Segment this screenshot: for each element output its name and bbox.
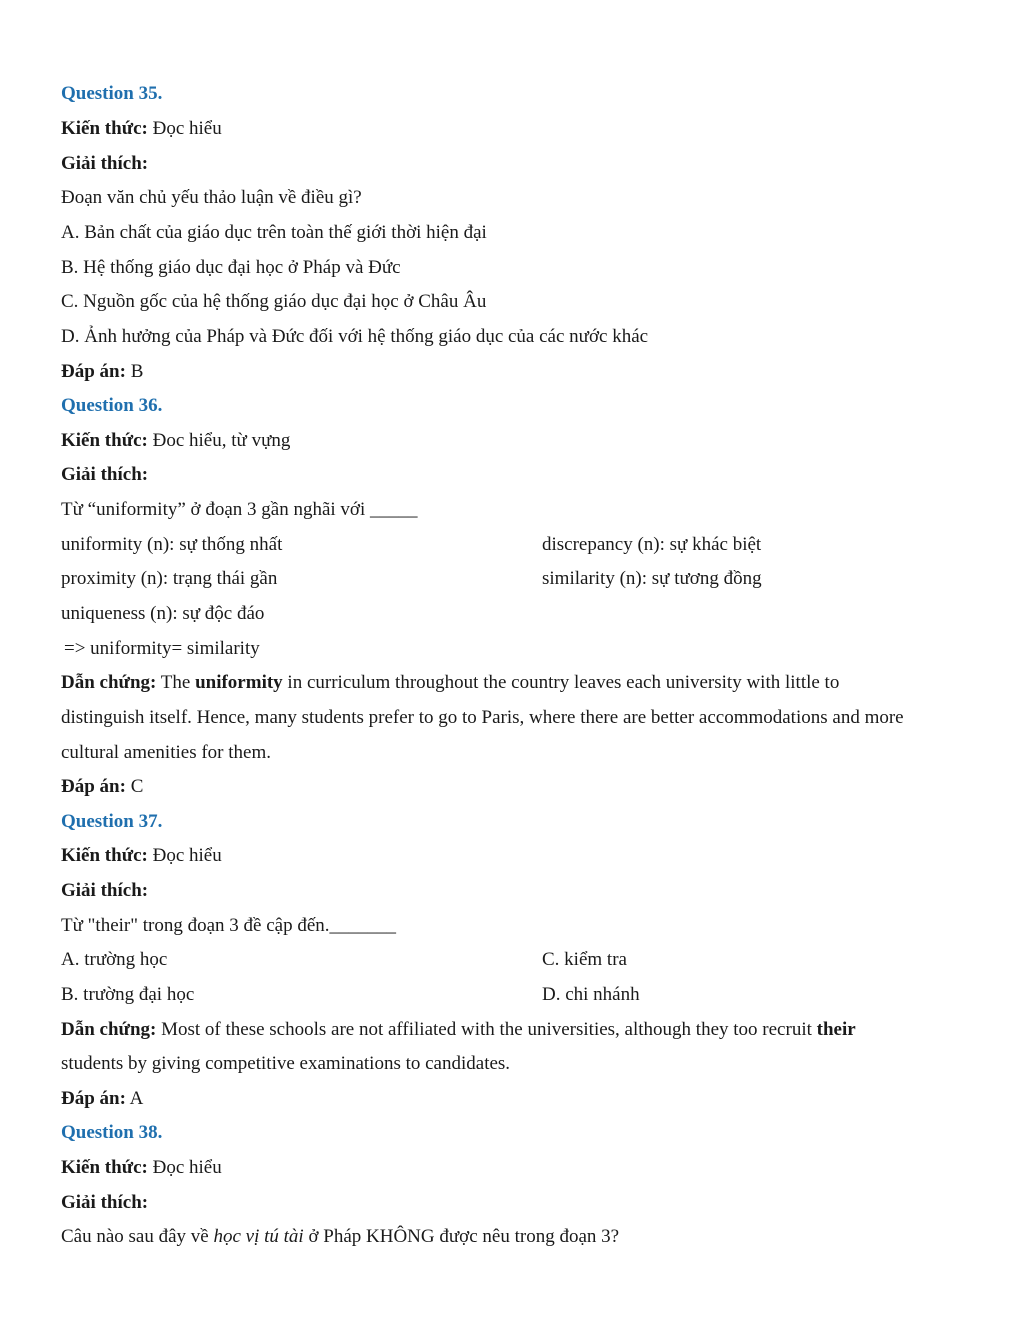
question-36-title: Question 36. [61,395,163,416]
q35-answer: Đáp án: B [61,361,144,382]
q37-evidence-line-1: Dẫn chứng: Most of these schools are not affiliated with the universities, although they too recruit their [61,1019,856,1040]
q37-option-a: A. trường học [61,949,168,970]
q36-evidence-line-2: distinguish itself. Hence, many students prefer to go to Paris, where there are better accommodations and more [61,707,904,728]
q36-explanation-label: Giải thích: [61,464,149,485]
q35-option-b: B. Hệ thống giáo dục đại học ở Pháp và Đức [61,257,401,278]
q35-knowledge: Kiến thức: Đọc hiểu [61,118,222,139]
q36-knowledge: Kiến thức: Đoc hiểu, từ vựng [61,430,291,451]
q36-vocab-uniformity: uniformity (n): sự thống nhất [61,534,283,555]
q35-option-d: D. Ảnh hưởng của Pháp và Đức đối với hệ thống giáo dục của các nước khác [61,326,649,347]
q37-option-b: B. trường đại học [61,984,195,1005]
q36-evidence-line-1: Dẫn chứng: The uniformity in curriculum throughout the country leaves each university with little to [61,672,840,693]
question-38-title: Question 38. [61,1122,163,1143]
q36-vocab-uniqueness: uniqueness (n): sự độc đáo [61,603,265,624]
q35-option-c: C. Nguồn gốc của hệ thống giáo dục đại học ở Châu Âu [61,291,487,312]
q37-option-d: D. chi nhánh [542,984,640,1005]
q35-explanation-label: Giải thích: [61,153,149,174]
question-35-title: Question 35. [61,83,163,104]
q37-evidence-line-2: students by giving competitive examinations to candidates. [61,1053,511,1074]
q37-explanation-label: Giải thích: [61,880,149,901]
q35-question: Đoạn văn chủ yếu thảo luận về điều gì? [61,187,362,208]
q35-option-a: A. Bản chất của giáo dục trên toàn thế giới thời hiện đại [61,222,487,243]
question-37-title: Question 37. [61,811,163,832]
q38-explanation-label: Giải thích: [61,1192,149,1213]
q37-question: Từ "their" trong đoạn 3 đề cập đến._______ [61,915,397,936]
q37-option-c: C. kiểm tra [542,949,627,970]
q36-question: Từ “uniformity” ở đoạn 3 gần nghãi với _____ [61,499,418,520]
q36-conclusion: => uniformity= similarity [64,638,260,659]
q36-vocab-similarity: similarity (n): sự tương đồng [542,568,762,589]
q37-answer: Đáp án: A [61,1088,144,1109]
q36-evidence-line-3: cultural amenities for them. [61,742,271,763]
q36-answer: Đáp án: C [61,776,144,797]
q38-question: Câu nào sau đây về học vị tú tài ở Pháp KHÔNG được nêu trong đoạn 3? [61,1226,620,1247]
q38-knowledge: Kiến thức: Đọc hiểu [61,1157,222,1178]
q36-vocab-proximity: proximity (n): trạng thái gần [61,568,278,589]
q37-knowledge: Kiến thức: Đọc hiểu [61,845,222,866]
q36-vocab-discrepancy: discrepancy (n): sự khác biệt [542,534,762,555]
